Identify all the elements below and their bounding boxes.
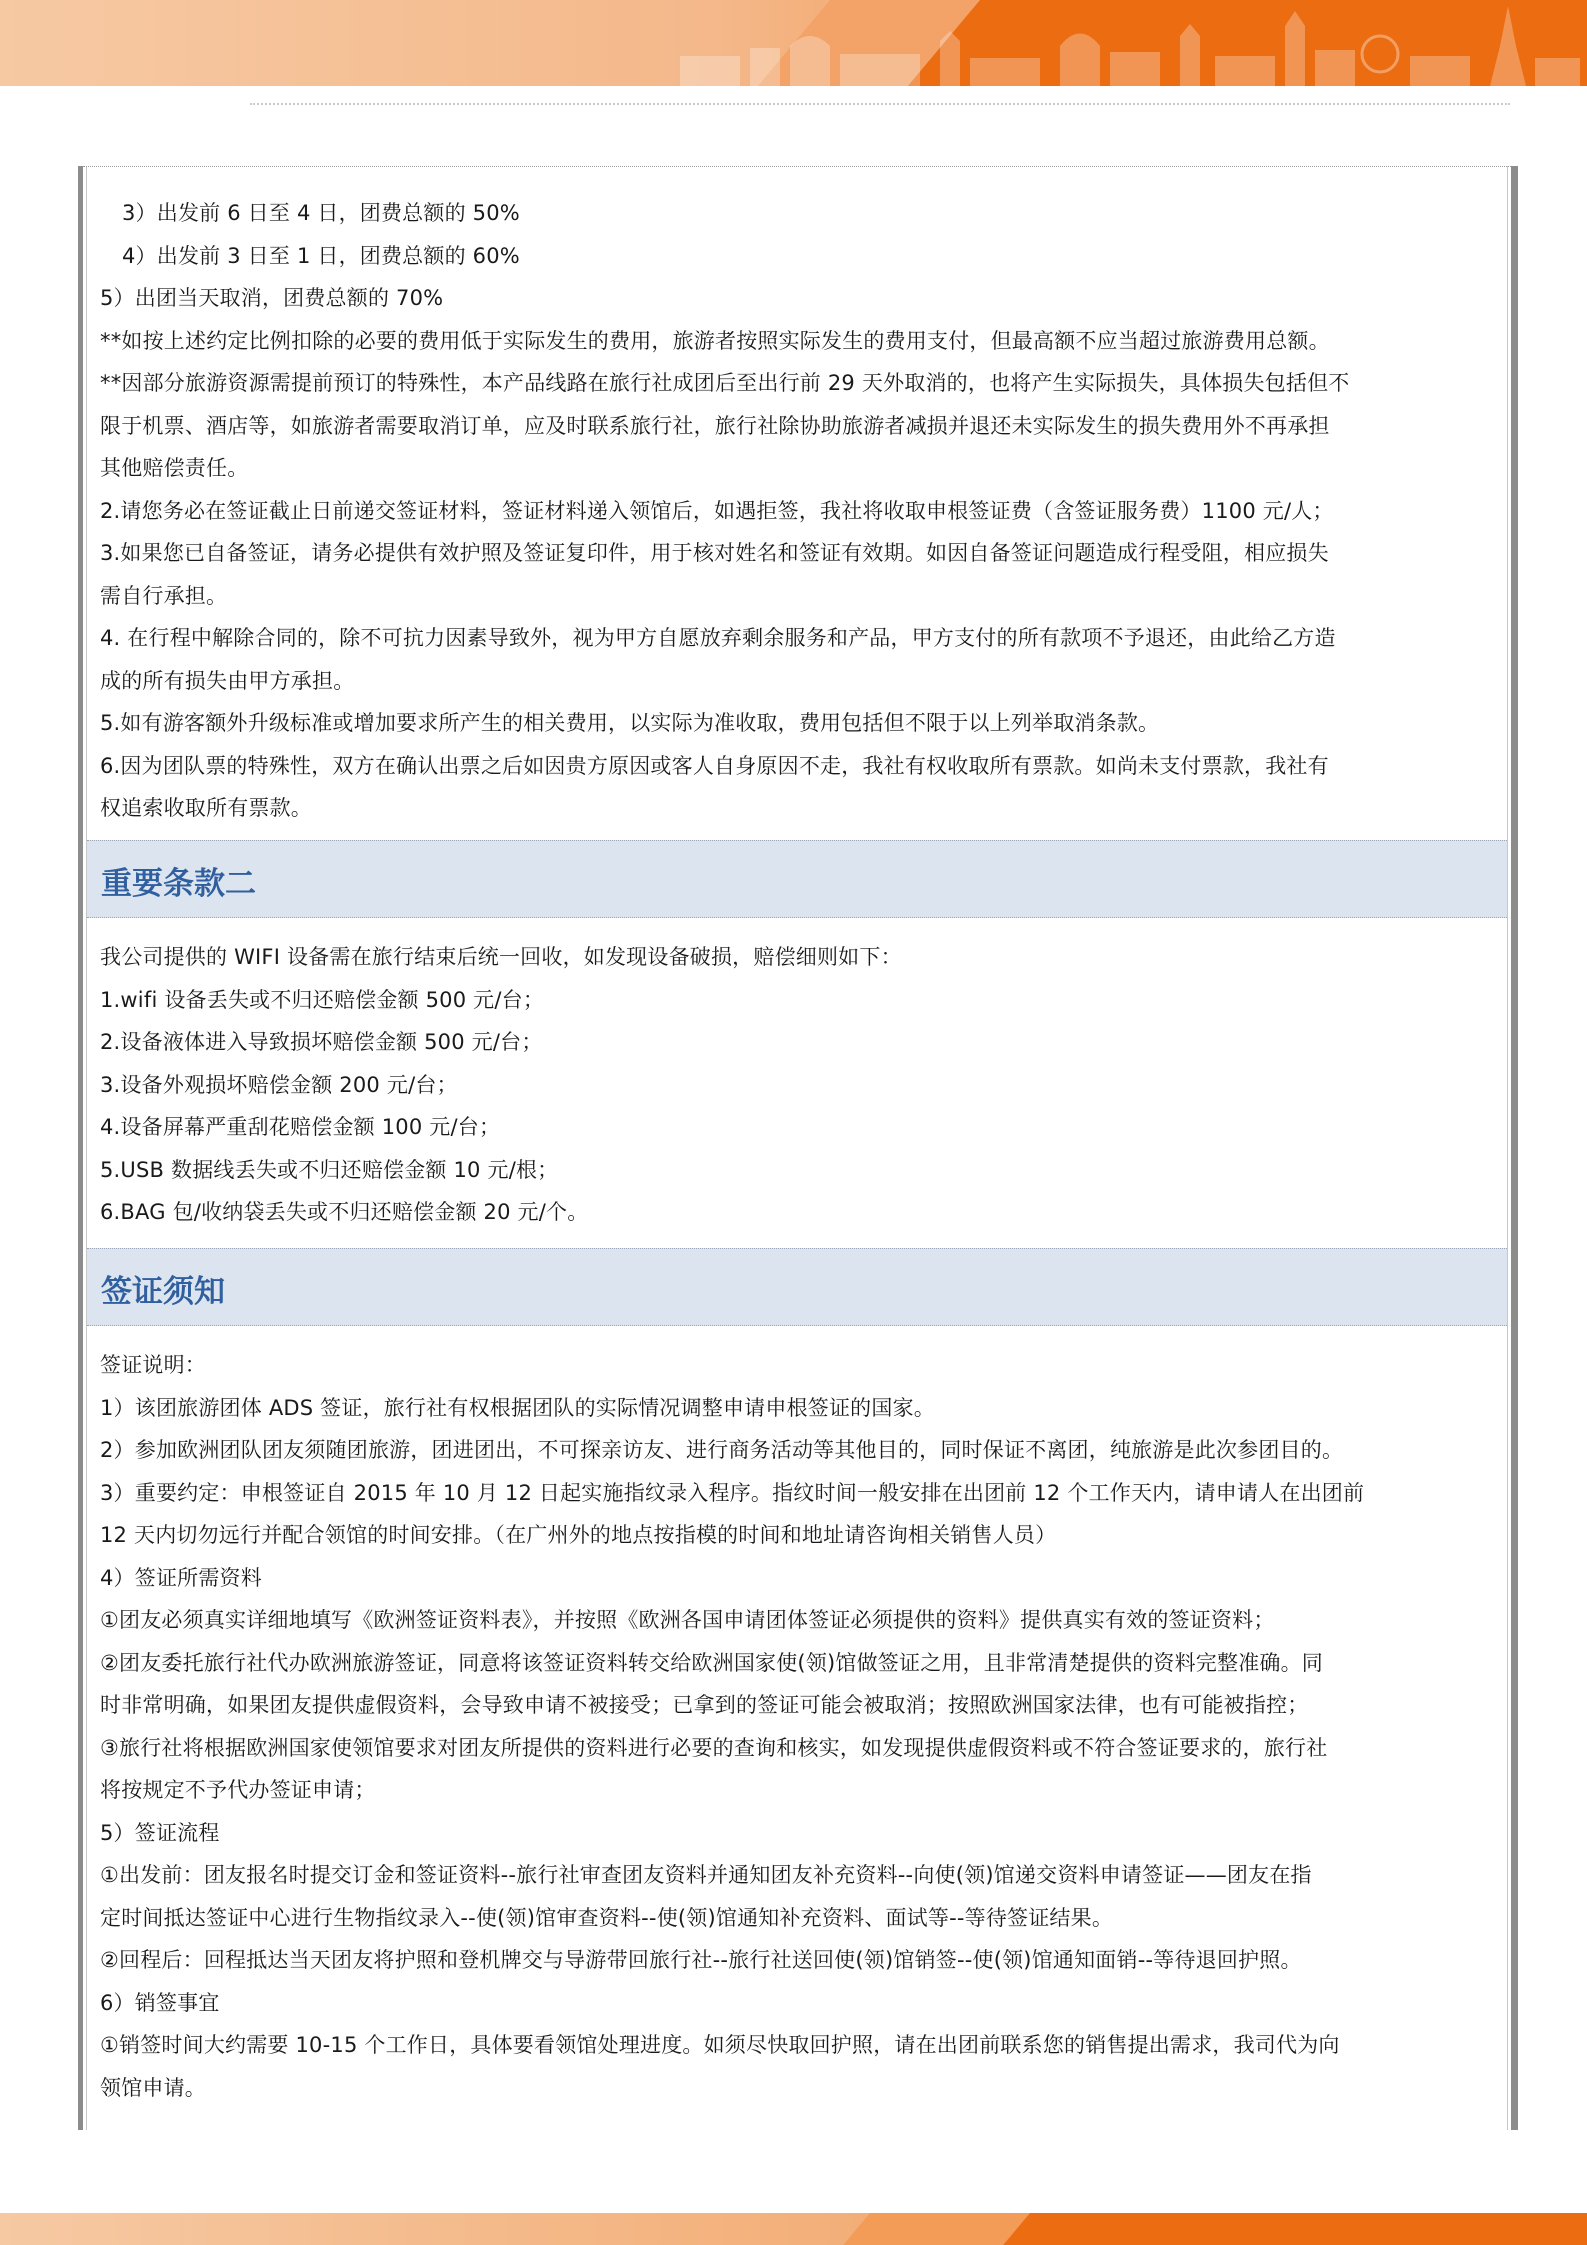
term-line: 4）出发前 3 日至 1 日，团费总额的 60% bbox=[122, 243, 520, 268]
term-line: **如按上述约定比例扣除的必要的费用低于实际发生的费用，旅游者按照实际发生的费用支付，但最高额不应当超过旅游费用总额。 bbox=[100, 328, 1330, 353]
term-line: 权追索收取所有票款。 bbox=[100, 796, 312, 820]
wifi-line: 3.设备外观损坏赔偿金额 200 元/台； bbox=[100, 1072, 458, 1097]
footer-band-accent bbox=[843, 2213, 1030, 2245]
visa-line: 6）销签事宜 bbox=[100, 1990, 220, 2015]
section-title: 重要条款二 bbox=[101, 866, 256, 902]
visa-line: ①团友必须真实详细地填写《欧洲签证资料表》，并按照《欧洲各国申请团体签证必须提供的资料》提供真实有效的签证资料； bbox=[100, 1608, 1275, 1632]
visa-line: ①出发前：团友报名时提交订金和签证资料--旅行社审查团友资料并通知团友补充资料--向使(领)馆递交资料申请签证——团友在指 bbox=[100, 1863, 1312, 1887]
term-line: 需自行承担。 bbox=[100, 583, 228, 608]
visa-line: 5）签证流程 bbox=[100, 1820, 220, 1845]
wifi-line: 2.设备液体进入导致损坏赔偿金额 500 元/台； bbox=[100, 1030, 543, 1054]
visa-line: 12 天内切勿远行并配合领馆的时间安排。（在广州外的地点按指模的时间和地址请咨询相关销售人员） bbox=[100, 1523, 1057, 1547]
visa-line: ①销签时间大约需要 10-15 个工作日，具体要看领馆处理进度。如须尽快取回护照，请在出团前联系您的销售提出需求，我司代为向 bbox=[100, 2033, 1340, 2057]
visa-line: 3）重要约定：申根签证自 2015 年 10 月 12 日起实施指纹录入程序。指纹时间一般安排在出团前 12 个工作天内，请申请人在出团前 bbox=[100, 1480, 1365, 1505]
term-line: 3）出发前 6 日至 4 日，团费总额的 50% bbox=[122, 201, 520, 225]
visa-line: 4）签证所需资料 bbox=[100, 1565, 262, 1590]
section-header-visa-notice bbox=[87, 1248, 1507, 1326]
footer-band-orange bbox=[1003, 2213, 1587, 2245]
wifi-line: 4.设备屏幕严重刮花赔偿金额 100 元/台； bbox=[100, 1115, 501, 1139]
visa-line: 领馆申请。 bbox=[100, 2075, 206, 2100]
wifi-line: 我公司提供的 WIFI 设备需在旅行结束后统一回收，如发现设备破损，赔偿细则如下： bbox=[100, 945, 902, 969]
visa-line: 签证说明： bbox=[100, 1353, 206, 1377]
term-line: 5）出团当天取消，团费总额的 70% bbox=[100, 286, 444, 310]
visa-line: ②回程后：回程抵达当天团友将护照和登机牌交与导游带回旅行社--旅行社送回使(领)馆销签--使(领)馆通知面销--等待退回护照。 bbox=[100, 1948, 1302, 1972]
visa-line: 将按规定不予代办签证申请； bbox=[100, 1778, 376, 1802]
term-line: 限于机票、酒店等，如旅游者需要取消订单，应及时联系旅行社，旅行社除协助旅游者减损并退还未实际发生的损失费用外不再承担 bbox=[100, 413, 1330, 438]
section-title: 签证须知 bbox=[101, 1274, 225, 1310]
section-header-important-terms-2 bbox=[87, 840, 1507, 918]
cancellation-terms bbox=[100, 192, 1501, 830]
visa-notice bbox=[100, 1344, 1501, 2109]
visa-line: 1）该团旅游团体 ADS 签证，旅行社有权根据团队的实际情况调整申请申根签证的国家。 bbox=[100, 1395, 935, 1420]
content-frame bbox=[78, 166, 1518, 2130]
term-line: **因部分旅游资源需提前预订的特殊性，本产品线路在旅行社成团后至出行前 29 天外取消的，也将产生实际损失，具体损失包括但不 bbox=[100, 371, 1350, 395]
city-skyline-icon bbox=[640, 6, 1580, 86]
term-line: 3.如果您已自备签证，请务必提供有效护照及签证复印件，用于核对姓名和签证有效期。如因自备签证问题造成行程受阻，相应损失 bbox=[100, 541, 1329, 565]
visa-line: ③旅行社将根据欧洲国家使领馆要求对团友所提供的资料进行必要的查询和核实，如发现提供虚假资料或不符合签证要求的，旅行社 bbox=[100, 1735, 1328, 1760]
frame-top-divider bbox=[83, 166, 1511, 167]
footer-banner bbox=[0, 2213, 1587, 2245]
visa-line: 时非常明确，如果团友提供虚假资料，会导致申请不被接受；已拿到的签证可能会被取消；按照欧洲国家法律，也有可能被指控； bbox=[100, 1693, 1309, 1717]
wifi-line: 6.BAG 包/收纳袋丢失或不归还赔偿金额 20 元/个。 bbox=[100, 1200, 589, 1224]
header-divider bbox=[250, 103, 1510, 105]
term-line: 其他赔偿责任。 bbox=[100, 456, 249, 480]
wifi-terms bbox=[100, 936, 1501, 1234]
term-line: 4. 在行程中解除合同的，除不可抗力因素导致外，视为甲方自愿放弃剩余服务和产品，甲方支付的所有款项不予退还，由此给乙方造 bbox=[100, 626, 1336, 650]
wifi-line: 5.USB 数据线丢失或不归还赔偿金额 10 元/根； bbox=[100, 1157, 559, 1182]
term-line: 6.因为团队票的特殊性，双方在确认出票之后如因贵方原因或客人自身原因不走，我社有权收取所有票款。如尚未支付票款，我社有 bbox=[100, 753, 1329, 778]
header-banner bbox=[0, 0, 1587, 86]
visa-line: 2）参加欧洲团队团友须随团旅游，团进团出，不可探亲访友、进行商务活动等其他目的，同时保证不离团，纯旅游是此次参团目的。 bbox=[100, 1438, 1344, 1462]
wifi-line: 1.wifi 设备丢失或不归还赔偿金额 500 元/台； bbox=[100, 987, 545, 1012]
term-line: 2.请您务必在签证截止日前递交签证材料，签证材料递入领馆后，如遇拒签，我社将收取申根签证费（含签证服务费）1100 元/人； bbox=[100, 498, 1334, 523]
visa-line: ②团友委托旅行社代办欧洲旅游签证，同意将该签证资料转交给欧洲国家使(领)馆做签证之用，且非常清楚提供的资料完整准确。同 bbox=[100, 1650, 1324, 1675]
term-line: 成的所有损失由甲方承担。 bbox=[100, 668, 355, 693]
visa-line: 定时间抵达签证中心进行生物指纹录入--使(领)馆审查资料--使(领)馆通知补充资料、面试等--等待签证结果。 bbox=[100, 1905, 1114, 1930]
term-line: 5.如有游客额外升级标准或增加要求所产生的相关费用，以实际为准收取，费用包括但不限于以上列举取消条款。 bbox=[100, 711, 1160, 735]
